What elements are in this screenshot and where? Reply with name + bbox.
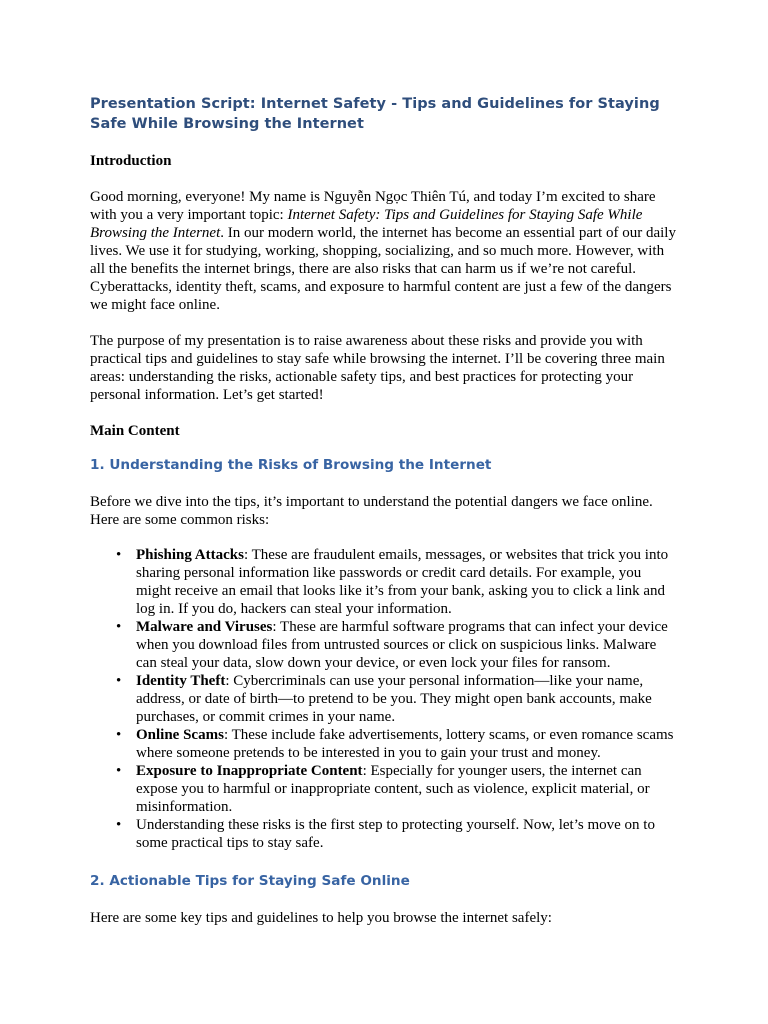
section-2-intro: Here are some key tips and guidelines to help you browse the internet safely: — [90, 910, 552, 926]
risk-description: Understanding these risks is the first step to protecting yourself. Now, let’s move on to some practical tips to stay safe. — [136, 817, 655, 851]
risk-list-item — [136, 672, 680, 726]
risk-description: : Cybercriminals can use your personal information—like your name, address, or date of birth—to pretend to be you. They might open bank accounts, make purchases, or commit crimes in your name. — [136, 673, 652, 725]
risk-description: : These include fake advertisements, lottery scams, or even romance scams where someone pretends to be interested in you to gain your trust and money. — [136, 727, 674, 761]
intro-paragraph-1 — [90, 188, 680, 314]
risk-list-item — [136, 726, 680, 762]
intro-p1-text-a: Good morning, everyone! My name is Nguyễn Ngọc Thiên Tú, and today I’m excited to share with you a very important topic: — [90, 189, 656, 223]
risk-term: Exposure to Inappropriate Content — [136, 763, 363, 779]
introduction-heading: Introduction — [90, 153, 172, 169]
section-1-intro: Before we dive into the tips, it’s important to understand the potential dangers we face online. Here are some common risks: — [90, 494, 653, 528]
risk-list-item — [136, 762, 680, 816]
risk-description: : These are fraudulent emails, messages, or websites that trick you into sharing personal information like passwords or credit card details. For example, you might receive an email that looks like it’s from your bank, asking you to click a link and log in. If you do, hackers can steal your information. — [136, 547, 669, 617]
section-1-heading: 1. Understanding the Risks of Browsing the Internet — [90, 457, 492, 473]
document-body — [90, 94, 680, 927]
risk-description: : Especially for younger users, the internet can expose you to harmful or inappropriate content, such as violence, explicit material, or misinformation. — [136, 763, 650, 815]
intro-p1-topic-italic: Internet Safety: Tips and Guidelines for Staying Safe While Browsing the Internet — [90, 207, 643, 241]
risk-description: : These are harmful software programs that can infect your device when you download files from untrusted sources or click on suspicious links. Malware can steal your data, slow down your device, or even lock your files for ransom. — [136, 619, 668, 671]
risk-list-item — [136, 816, 680, 852]
risk-term: Online Scams — [136, 727, 224, 743]
risk-term: Phishing Attacks — [136, 547, 244, 563]
risk-list — [90, 546, 680, 852]
document-title: Presentation Script: Internet Safety - Tips and Guidelines for Staying Safe While Browsing the Internet — [90, 96, 660, 132]
risk-list-item — [136, 546, 680, 618]
risk-term: Identity Theft — [136, 673, 226, 689]
risk-term: Malware and Viruses — [136, 619, 273, 635]
section-2-heading: 2. Actionable Tips for Staying Safe Online — [90, 873, 410, 889]
risk-list-item — [136, 618, 680, 672]
main-content-heading: Main Content — [90, 423, 180, 439]
intro-paragraph-2: The purpose of my presentation is to raise awareness about these risks and provide you with practical tips and guidelines to stay safe while browsing the internet. I’ll be covering three main areas: understanding the risks, actionable safety tips, and best practices for protecting your personal information. Let’s get started! — [90, 333, 665, 403]
intro-p1-text-b: . In our modern world, the internet has become an essential part of our daily lives. We use it for studying, working, shopping, socializing, and so much more. However, with all the benefits the internet brings, there are also risks that can harm us if we’re not careful. Cyberattacks, identity theft, scams, and exposure to harmful content are just a few of the dangers we might face online. — [90, 225, 676, 313]
